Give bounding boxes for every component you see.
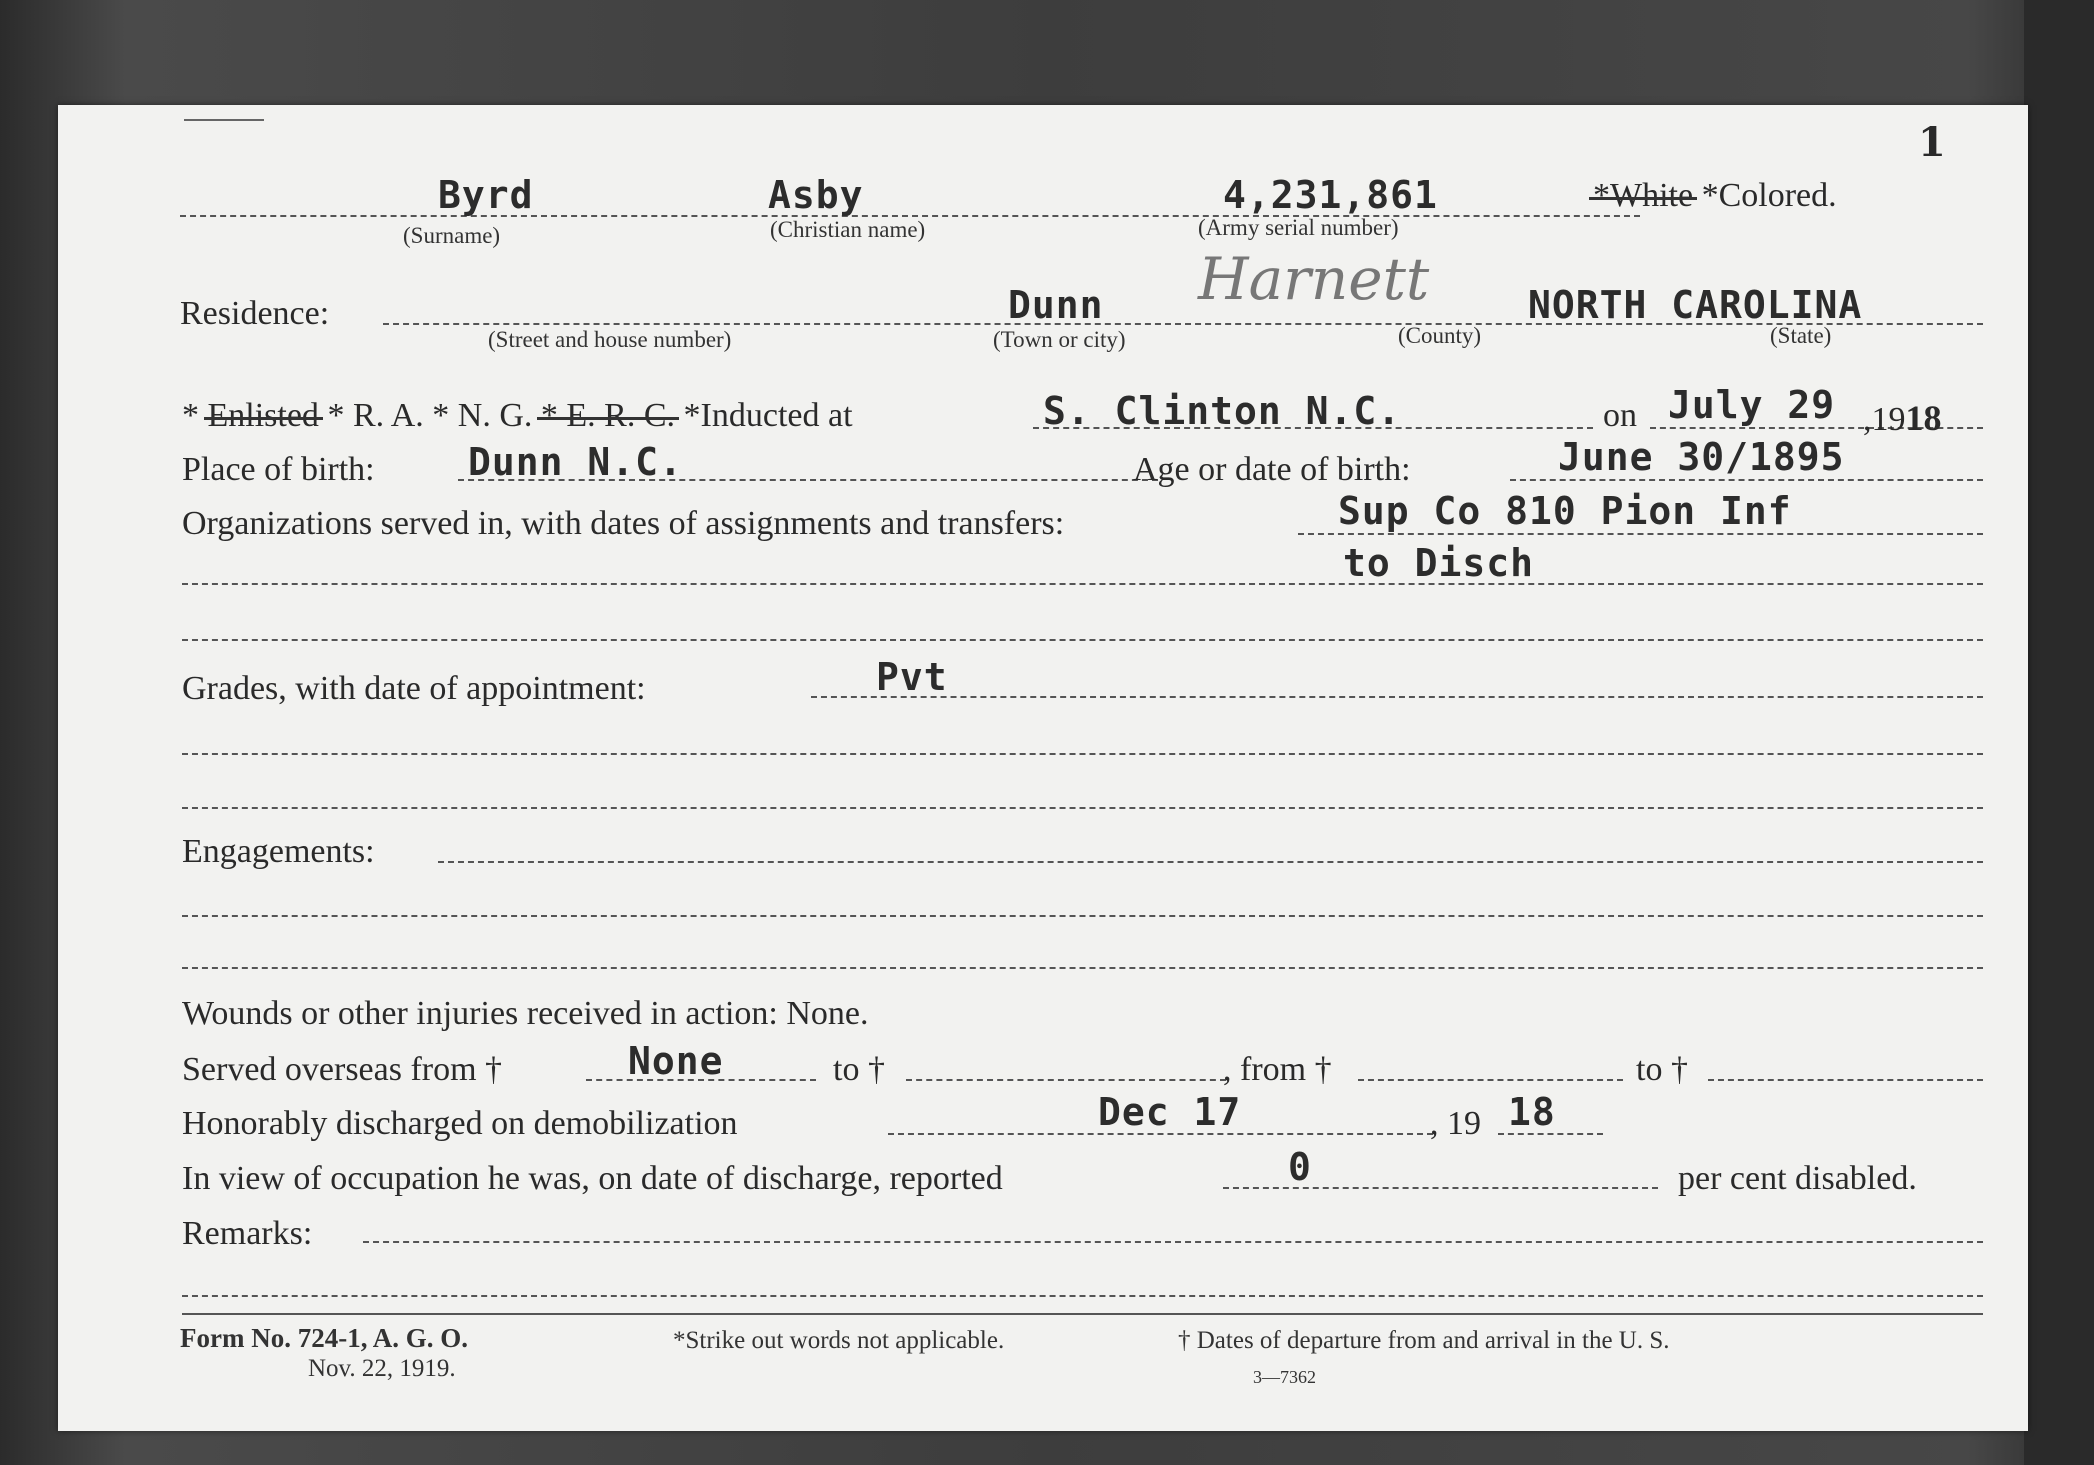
christian-name-value: Asby [768, 173, 864, 217]
wounds-row [182, 995, 869, 1033]
race-white-struck: *White [1593, 177, 1694, 214]
wounds-value: None. [786, 995, 869, 1032]
dates-note: † Dates of departure from and arrival in the U. S. [1178, 1327, 1670, 1354]
enlisted-struck: Enlisted [207, 397, 319, 434]
residence-county-handwritten: Harnett [1198, 245, 1430, 313]
engagements-line-1 [438, 861, 1983, 863]
grades-line-3 [182, 807, 1983, 809]
inducted-year [1863, 397, 1942, 439]
grades-line-2 [182, 753, 1983, 755]
serial-number-caption: (Army serial number) [1198, 215, 1399, 240]
overseas-to-label: to † [833, 1051, 885, 1088]
form-date: Nov. 22, 1919. [308, 1355, 456, 1382]
county-caption: (County) [1398, 323, 1482, 348]
birth-date-value: June 30/1895 [1558, 435, 1845, 479]
overseas-from-value: None [628, 1039, 724, 1083]
print-code: 3—7362 [1253, 1367, 1316, 1387]
serial-number-value: 4,231,861 [1223, 173, 1438, 217]
inducted-place-value: S. Clinton N.C. [1043, 389, 1402, 433]
top-mark [184, 119, 264, 121]
residence-town-value: Dunn [1008, 283, 1104, 327]
discharge-year-prefix: , 19 [1430, 1105, 1481, 1142]
enlisted-star: * [182, 397, 199, 434]
race-options [1593, 177, 1837, 215]
erc-struck: * E. R. C. [540, 397, 676, 434]
grades-label: Grades, with date of appointment: [182, 670, 646, 707]
engagements-label: Engagements: [182, 833, 375, 870]
organizations-value-2: to Disch [1343, 541, 1535, 585]
discharge-year-value: 18 [1508, 1090, 1556, 1134]
remarks-line-1 [363, 1241, 1983, 1243]
inducted-label: *Inducted at [683, 397, 853, 434]
enlistment-options [182, 397, 853, 435]
overseas-to2-label: to † [1636, 1051, 1688, 1088]
disability-label: In view of occupation he was, on date of discharge, reported [182, 1160, 1003, 1197]
disability-suffix: per cent disabled. [1678, 1160, 1917, 1197]
service-record-card [58, 105, 2028, 1431]
discharge-date-value: Dec 17 [1098, 1090, 1242, 1134]
overseas-label: Served overseas from † [182, 1051, 503, 1088]
overseas-to-line [906, 1079, 1226, 1081]
overseas-to2-line [1708, 1079, 1983, 1081]
place-of-birth-value: Dunn N.C. [468, 440, 683, 484]
organizations-line-3 [182, 639, 1983, 641]
disability-value: 0 [1288, 1145, 1312, 1189]
overseas-from2-line [1358, 1079, 1623, 1081]
year-suffix: 18 [1905, 398, 1942, 438]
ra-option: * R. A. [327, 397, 424, 434]
card-number: 1 [1918, 119, 1946, 166]
grades-line-1 [811, 696, 1983, 698]
year-prefix: ,19 [1863, 401, 1906, 438]
residence-label: Residence: [180, 295, 330, 332]
remarks-line-2 [182, 1295, 1983, 1297]
engagements-line-2 [182, 915, 1983, 917]
residence-state-value: NORTH CAROLINA [1528, 283, 1863, 327]
christian-name-caption: (Christian name) [770, 217, 926, 242]
form-number: Form No. 724-1, A. G. O. [180, 1323, 468, 1353]
age-label: Age or date of birth: [1133, 451, 1411, 488]
ng-option: * N. G. [432, 397, 533, 434]
organizations-label: Organizations served in, with dates of assignments and transfers: [182, 505, 1065, 542]
on-label: on [1603, 397, 1637, 434]
inducted-date-value: July 29 [1668, 383, 1836, 427]
surname-caption: (Surname) [403, 223, 501, 248]
organizations-line-1 [1298, 533, 1983, 535]
remarks-label: Remarks: [182, 1215, 313, 1252]
surname-value: Byrd [438, 173, 534, 217]
grades-value: Pvt [876, 655, 948, 699]
state-caption: (State) [1770, 323, 1832, 348]
race-star: * [1701, 177, 1719, 214]
race-colored: Colored. [1718, 177, 1837, 214]
engagements-line-3 [182, 967, 1983, 969]
age-line [1510, 479, 1983, 481]
organizations-value-1: Sup Co 810 Pion Inf [1338, 489, 1792, 533]
wounds-label: Wounds or other injuries received in action: [182, 995, 778, 1032]
street-caption: (Street and house number) [488, 327, 732, 352]
footer-rule [182, 1313, 1983, 1315]
discharge-label: Honorably discharged on demobilization [182, 1105, 738, 1142]
town-caption: (Town or city) [993, 327, 1126, 352]
strike-note: *Strike out words not applicable. [673, 1327, 1005, 1354]
scan-edge [2024, 0, 2094, 1465]
overseas-from2-label: , from † [1223, 1051, 1332, 1088]
place-of-birth-label: Place of birth: [182, 451, 375, 488]
organizations-line-2 [182, 583, 1983, 585]
